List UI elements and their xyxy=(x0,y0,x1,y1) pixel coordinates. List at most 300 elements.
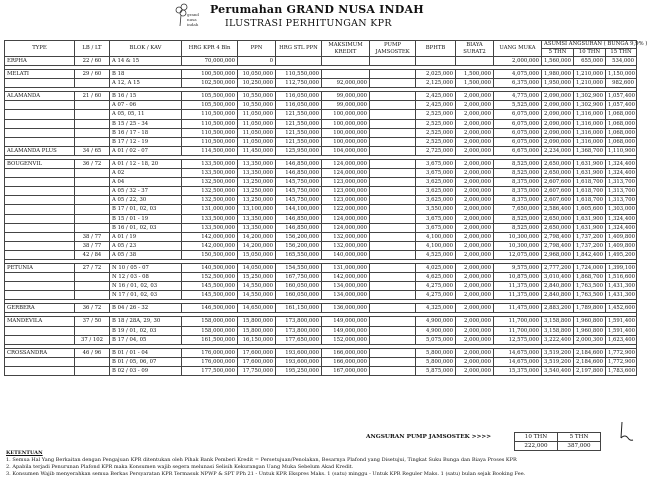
cell-a15: 1,068,000 xyxy=(606,110,637,119)
table-row xyxy=(5,348,637,357)
signature-mark xyxy=(608,420,634,444)
cell-bphtb: 5,800,000 xyxy=(416,357,456,366)
cell-blok: B 15 / 01 - 19 xyxy=(110,214,182,223)
cell-a15: 1,324,400 xyxy=(606,214,637,223)
cell-blok: N 17 / 01, 02, 03 xyxy=(110,291,182,300)
company-logo xyxy=(170,2,200,30)
col-type: TYPE xyxy=(5,41,75,57)
table-row xyxy=(5,291,637,300)
cell-by: 2,000,000 xyxy=(456,187,494,196)
cell-bphtb: 2,425,000 xyxy=(416,101,456,110)
cell-um: 6,075,000 xyxy=(494,119,542,128)
cell-lblt xyxy=(75,223,110,232)
cell-lblt xyxy=(75,178,110,187)
cell-blok: A 04 xyxy=(110,178,182,187)
cell-ppn: 13,250,000 xyxy=(238,178,276,187)
table-row xyxy=(5,57,637,66)
cell-type xyxy=(5,223,75,232)
cell-stl: 145,750,000 xyxy=(276,187,322,196)
table-row xyxy=(5,169,637,178)
cell-bphtb: 2,025,000 xyxy=(416,70,456,79)
cell-by: 2,000,000 xyxy=(456,92,494,101)
cell-by: 2,000,000 xyxy=(456,282,494,291)
table-row xyxy=(5,79,637,88)
cell-mk xyxy=(322,57,370,66)
cell-stl: 146,850,000 xyxy=(276,159,322,168)
cell-mk: 167,000,000 xyxy=(322,366,370,375)
cell-a10: 2,184,600 xyxy=(574,357,606,366)
cell-by: 2,000,000 xyxy=(456,232,494,241)
cell-a15: 1,324,400 xyxy=(606,223,637,232)
cell-mk: 132,000,000 xyxy=(322,241,370,250)
cell-by: 2,000,000 xyxy=(456,137,494,146)
cell-type xyxy=(5,366,75,375)
cell-a15: 1,591,400 xyxy=(606,317,637,326)
cell-blok: B 19 / 01, 02, 03 xyxy=(110,326,182,335)
cell-by: 2,000,000 xyxy=(456,326,494,335)
cell-a10: 1,618,700 xyxy=(574,178,606,187)
cell-a5: 2,234,000 xyxy=(542,146,574,155)
cell-a15: 1,068,000 xyxy=(606,137,637,146)
cell-by: 2,000,000 xyxy=(456,366,494,375)
cell-bphtb: 2,725,000 xyxy=(416,146,456,155)
cell-by: 2,000,000 xyxy=(456,101,494,110)
cell-bphtb: 3,675,000 xyxy=(416,159,456,168)
cell-type xyxy=(5,128,75,137)
cell-by: 2,000,000 xyxy=(456,273,494,282)
cell-stl: 146,850,000 xyxy=(276,214,322,223)
cell-bphtb: 5,875,000 xyxy=(416,366,456,375)
cell-lblt: 38 / 77 xyxy=(75,241,110,250)
cell-a10: 655,000 xyxy=(574,57,606,66)
cell-blok: N 12 / 03 - 08 xyxy=(110,273,182,282)
cell-a15: 1,057,400 xyxy=(606,101,637,110)
cell-lblt xyxy=(75,205,110,214)
cell-mk: 131,000,000 xyxy=(322,263,370,272)
cell-mk: 142,000,000 xyxy=(322,273,370,282)
cell-stl: 116,050,000 xyxy=(276,92,322,101)
cell-ppn: 14,650,000 xyxy=(238,304,276,313)
cell-by: 1,500,000 xyxy=(456,79,494,88)
cell-blok: N 10 / 05 - 07 xyxy=(110,263,182,272)
cell-a10: 1,316,000 xyxy=(574,137,606,146)
cell-by: 2,000,000 xyxy=(456,317,494,326)
cell-bphtb: 2,425,000 xyxy=(416,92,456,101)
cell-mk: 124,000,000 xyxy=(322,169,370,178)
cell-pump xyxy=(370,146,416,155)
cell-um: 10,875,000 xyxy=(494,273,542,282)
cell-a15: 1,303,000 xyxy=(606,205,637,214)
title-name: GRAND NUSA INDAH xyxy=(286,3,424,16)
cell-um: 11,475,000 xyxy=(494,304,542,313)
cell-a10: 1,316,000 xyxy=(574,119,606,128)
cell-type: BOUGENVIL xyxy=(5,159,75,168)
cell-type xyxy=(5,282,75,291)
cell-um: 12,575,000 xyxy=(494,335,542,344)
cell-by: 2,000,000 xyxy=(456,250,494,259)
cell-hrg: 133,500,000 xyxy=(182,169,238,178)
cell-a5: 2,840,800 xyxy=(542,291,574,300)
cell-a10: 1,631,900 xyxy=(574,159,606,168)
table-row xyxy=(5,273,637,282)
cell-a10: 1,368,700 xyxy=(574,146,606,155)
cell-stl: 161,150,000 xyxy=(276,304,322,313)
cell-bphtb: 2,525,000 xyxy=(416,137,456,146)
cell-type: ALAMANDA xyxy=(5,92,75,101)
cell-hrg: 158,000,000 xyxy=(182,317,238,326)
cell-ppn: 17,600,000 xyxy=(238,348,276,357)
cell-pump xyxy=(370,317,416,326)
cell-lblt: 36 / 72 xyxy=(75,159,110,168)
table-row xyxy=(5,92,637,101)
cell-blok: A 12, A 15 xyxy=(110,79,182,88)
cell-mk: 100,000,000 xyxy=(322,128,370,137)
cell-by: 2,000,000 xyxy=(456,196,494,205)
cell-lblt xyxy=(75,214,110,223)
cell-mk: 124,000,000 xyxy=(322,214,370,223)
cell-type xyxy=(5,291,75,300)
cell-hrg: 132,500,000 xyxy=(182,196,238,205)
col-uang-muka: UANG MUKA xyxy=(494,41,542,57)
cell-pump xyxy=(370,159,416,168)
cell-lblt xyxy=(75,128,110,137)
table-row xyxy=(5,223,637,232)
cell-hrg: 142,000,000 xyxy=(182,232,238,241)
cell-hrg: 100,500,000 xyxy=(182,70,238,79)
cell-lblt xyxy=(75,169,110,178)
table-row xyxy=(5,250,637,259)
cell-stl: 160,050,000 xyxy=(276,291,322,300)
cell-lblt: 37 / 50 xyxy=(75,317,110,326)
cell-pump xyxy=(370,101,416,110)
cell-pump xyxy=(370,282,416,291)
cell-lblt: 36 / 72 xyxy=(75,304,110,313)
cell-a15: 1,068,000 xyxy=(606,119,637,128)
cell-ppn: 13,100,000 xyxy=(238,205,276,214)
table-row xyxy=(5,110,637,119)
cell-ppn: 16,150,000 xyxy=(238,335,276,344)
cell-type xyxy=(5,137,75,146)
cell-a10: 1,618,700 xyxy=(574,187,606,196)
cell-stl: 165,550,000 xyxy=(276,250,322,259)
cell-a10: 1,631,900 xyxy=(574,169,606,178)
cell-stl: 195,250,000 xyxy=(276,366,322,375)
cell-pump xyxy=(370,128,416,137)
cell-type xyxy=(5,241,75,250)
cell-mk: 132,000,000 xyxy=(322,232,370,241)
cell-mk: 92,000,000 xyxy=(322,79,370,88)
cell-ppn: 13,350,000 xyxy=(238,223,276,232)
cell-hrg: 132,500,000 xyxy=(182,187,238,196)
cell-ppn: 15,250,000 xyxy=(238,273,276,282)
page-title xyxy=(210,3,424,16)
table-row xyxy=(5,282,637,291)
cell-a10: 1,316,000 xyxy=(574,128,606,137)
cell-type xyxy=(5,178,75,187)
cell-ppn: 13,350,000 xyxy=(238,214,276,223)
cell-a5: 2,968,000 xyxy=(542,250,574,259)
title-prefix: Perumahan xyxy=(210,3,283,16)
cell-by: 1,500,000 xyxy=(456,70,494,79)
cell-um: 6,075,000 xyxy=(494,128,542,137)
cell-lblt xyxy=(75,273,110,282)
cell-hrg: 110,500,000 xyxy=(182,128,238,137)
cell-blok: B 15 / 25 - 34 xyxy=(110,119,182,128)
cell-a10: 1,210,000 xyxy=(574,70,606,79)
cell-a15: 1,409,800 xyxy=(606,241,637,250)
cell-ppn: 14,550,000 xyxy=(238,282,276,291)
pump-arrow: >>>> xyxy=(471,434,492,440)
cell-pump xyxy=(370,250,416,259)
cell-hrg: 105,500,000 xyxy=(182,92,238,101)
cell-blok: A 05 / 38 xyxy=(110,250,182,259)
table-row xyxy=(5,128,637,137)
cell-type xyxy=(5,326,75,335)
table-row xyxy=(5,178,637,187)
cell-type xyxy=(5,214,75,223)
pump-head-5: 5 THN xyxy=(558,433,601,442)
col-5-thn: 5 THN xyxy=(542,49,574,57)
cell-ppn: 11,050,000 xyxy=(238,128,276,137)
cell-a5: 2,090,000 xyxy=(542,137,574,146)
cell-stl xyxy=(276,57,322,66)
cell-blok: A 14 & 15 xyxy=(110,57,182,66)
cell-bphtb: 3,675,000 xyxy=(416,223,456,232)
cell-blok: N 16 / 01, 02, 03 xyxy=(110,282,182,291)
cell-type: MANDEVILA xyxy=(5,317,75,326)
cell-hrg: 105,500,000 xyxy=(182,101,238,110)
cell-blok: B 17 / 01, 02, 03 xyxy=(110,205,182,214)
cell-blok: B 04 / 26 - 32 xyxy=(110,304,182,313)
table-body xyxy=(5,57,637,376)
cell-hrg: 150,500,000 xyxy=(182,250,238,259)
cell-a15: 1,772,900 xyxy=(606,357,637,366)
cell-stl: 156,200,000 xyxy=(276,232,322,241)
cell-um: 6,675,000 xyxy=(494,146,542,155)
cell-mk: 166,000,000 xyxy=(322,357,370,366)
cell-a10: 1,789,800 xyxy=(574,304,606,313)
cell-ppn: 15,800,000 xyxy=(238,317,276,326)
cell-hrg: 177,500,000 xyxy=(182,366,238,375)
col-pump: PUMP JAMSOSTEK xyxy=(370,41,416,57)
cell-a10: 1,960,800 xyxy=(574,326,606,335)
cell-stl: 116,050,000 xyxy=(276,101,322,110)
cell-mk: 124,000,000 xyxy=(322,159,370,168)
cell-a15: 1,068,000 xyxy=(606,128,637,137)
cell-a5: 3,540,400 xyxy=(542,366,574,375)
cell-a10: 1,631,900 xyxy=(574,214,606,223)
cell-bphtb: 4,625,000 xyxy=(416,273,456,282)
cell-type: PETUNIA xyxy=(5,263,75,272)
svg-text:nusa: nusa xyxy=(187,17,197,22)
col-15-thn: 15 THN xyxy=(606,49,637,57)
cell-lblt xyxy=(75,366,110,375)
cell-type xyxy=(5,169,75,178)
cell-bphtb: 2,525,000 xyxy=(416,128,456,137)
cell-a10: 1,868,700 xyxy=(574,273,606,282)
cell-a15: 1,516,600 xyxy=(606,273,637,282)
cell-pump xyxy=(370,178,416,187)
cell-a10: 1,960,800 xyxy=(574,317,606,326)
cell-um: 11,700,000 xyxy=(494,326,542,335)
cell-type xyxy=(5,119,75,128)
cell-stl: 121,550,000 xyxy=(276,128,322,137)
cell-a10: 1,842,400 xyxy=(574,250,606,259)
cell-bphtb: 4,275,000 xyxy=(416,291,456,300)
cell-by: 2,000,000 xyxy=(456,205,494,214)
cell-stl: 173,800,000 xyxy=(276,317,322,326)
cell-um: 10,300,000 xyxy=(494,232,542,241)
cell-um: 8,375,000 xyxy=(494,196,542,205)
cell-lblt: 42 / 84 xyxy=(75,250,110,259)
cell-lblt: 27 / 72 xyxy=(75,263,110,272)
cell-um: 8,525,000 xyxy=(494,214,542,223)
cell-lblt xyxy=(75,291,110,300)
cell-a5: 2,777,200 xyxy=(542,263,574,272)
table-row xyxy=(5,119,637,128)
cell-hrg: 158,000,000 xyxy=(182,326,238,335)
cell-by xyxy=(456,57,494,66)
cell-a10: 1,737,200 xyxy=(574,241,606,250)
cell-a5: 2,650,000 xyxy=(542,159,574,168)
cell-um: 9,575,000 xyxy=(494,263,542,272)
cell-pump xyxy=(370,92,416,101)
cell-lblt: 37 / 102 xyxy=(75,335,110,344)
cell-ppn: 11,050,000 xyxy=(238,137,276,146)
cell-bphtb: 5,800,000 xyxy=(416,348,456,357)
terms-section xyxy=(6,450,606,478)
col-10-thn: 10 THN xyxy=(574,49,606,57)
cell-blok: A 07 - 06 xyxy=(110,101,182,110)
cell-um: 4,075,000 xyxy=(494,70,542,79)
cell-blok: A 02 xyxy=(110,169,182,178)
cell-stl: 154,550,000 xyxy=(276,263,322,272)
table-row xyxy=(5,366,637,375)
cell-um: 7,650,000 xyxy=(494,205,542,214)
table-row xyxy=(5,70,637,79)
cell-a15: 1,431,300 xyxy=(606,282,637,291)
cell-blok: A 05 / 32 - 37 xyxy=(110,187,182,196)
cell-pump xyxy=(370,79,416,88)
cell-a15: 1,452,600 xyxy=(606,304,637,313)
cell-ppn: 15,800,000 xyxy=(238,326,276,335)
cell-type xyxy=(5,110,75,119)
cell-type: MELATI xyxy=(5,70,75,79)
cell-ppn: 11,050,000 xyxy=(238,110,276,119)
cell-um: 5,525,000 xyxy=(494,101,542,110)
cell-bphtb: 2,125,000 xyxy=(416,79,456,88)
cell-a15: 1,623,400 xyxy=(606,335,637,344)
cell-pump xyxy=(370,57,416,66)
cell-a10: 2,184,600 xyxy=(574,348,606,357)
col-max-kredit: MAKSIMUM KREDIT xyxy=(322,41,370,57)
cell-a10: 1,302,900 xyxy=(574,101,606,110)
cell-um: 15,375,000 xyxy=(494,366,542,375)
cell-stl: 144,100,000 xyxy=(276,205,322,214)
cell-a5: 1,560,000 xyxy=(542,57,574,66)
cell-type xyxy=(5,335,75,344)
cell-stl: 173,800,000 xyxy=(276,326,322,335)
cell-ppn: 13,350,000 xyxy=(238,159,276,168)
cell-um: 10,300,000 xyxy=(494,241,542,250)
cell-a5: 2,090,000 xyxy=(542,128,574,137)
cell-type xyxy=(5,101,75,110)
cell-bphtb: 2,525,000 xyxy=(416,110,456,119)
cell-um: 11,700,000 xyxy=(494,317,542,326)
table-row xyxy=(5,326,637,335)
cell-ppn: 10,250,000 xyxy=(238,79,276,88)
term-item: 3. Konsumen Wajib menyerahkan semua Berkas Persyaratan KPR Termasuk NPWP & SPT PPh 21 - Untuk KPR Ekspres Maks. 1 (satu) minggu - Untuk KPR Reguler Maks. 1 (satu) bulan sejak Booking Fee. xyxy=(6,471,526,477)
cell-ppn: 10,550,000 xyxy=(238,92,276,101)
cell-hrg: 146,500,000 xyxy=(182,304,238,313)
cell-lblt xyxy=(75,196,110,205)
svg-text:grand: grand xyxy=(187,12,199,17)
cell-mk: 100,000,000 xyxy=(322,110,370,119)
cell-mk: 99,000,000 xyxy=(322,101,370,110)
cell-a15: 1,313,700 xyxy=(606,196,637,205)
cell-blok: B 16 / 17 - 18 xyxy=(110,128,182,137)
cell-by: 2,000,000 xyxy=(456,357,494,366)
logo-icon xyxy=(170,2,200,30)
cell-ppn: 10,050,000 xyxy=(238,70,276,79)
table-row xyxy=(5,205,637,214)
table-row xyxy=(5,214,637,223)
cell-mk: 134,000,000 xyxy=(322,282,370,291)
cell-stl: 193,600,000 xyxy=(276,348,322,357)
page-subtitle: ILUSTRASI PERHITUNGAN KPR xyxy=(225,18,392,29)
cell-type xyxy=(5,357,75,366)
cell-stl: 156,200,000 xyxy=(276,241,322,250)
cell-hrg: 142,000,000 xyxy=(182,241,238,250)
cell-bphtb: 4,525,000 xyxy=(416,250,456,259)
cell-by: 2,000,000 xyxy=(456,214,494,223)
cell-pump xyxy=(370,119,416,128)
cell-blok: B 18 / 28A, 29, 30 xyxy=(110,317,182,326)
cell-lblt: 38 / 77 xyxy=(75,232,110,241)
cell-blok: B 17 / 04, 05 xyxy=(110,335,182,344)
cell-type: ERPHA xyxy=(5,57,75,66)
cell-ppn: 14,200,000 xyxy=(238,232,276,241)
cell-pump xyxy=(370,366,416,375)
cell-a5: 3,222,400 xyxy=(542,335,574,344)
cell-stl: 110,550,000 xyxy=(276,70,322,79)
cell-mk: 152,000,000 xyxy=(322,335,370,344)
table-row xyxy=(5,357,637,366)
cell-a5: 2,090,000 xyxy=(542,92,574,101)
table-row xyxy=(5,159,637,168)
cell-a15: 1,324,400 xyxy=(606,169,637,178)
cell-by: 2,000,000 xyxy=(456,146,494,155)
cell-by: 2,000,000 xyxy=(456,128,494,137)
cell-a5: 3,158,800 xyxy=(542,317,574,326)
cell-a10: 1,763,500 xyxy=(574,291,606,300)
svg-text:indah: indah xyxy=(187,22,199,27)
cell-a15: 1,772,900 xyxy=(606,348,637,357)
cell-blok: A 05 / 22, 30 xyxy=(110,196,182,205)
cell-ppn: 14,200,000 xyxy=(238,241,276,250)
cell-ppn: 13,250,000 xyxy=(238,196,276,205)
pump-summary xyxy=(4,432,636,452)
cell-a5: 3,010,400 xyxy=(542,273,574,282)
cell-mk: 140,000,000 xyxy=(322,250,370,259)
table-header-row xyxy=(5,41,637,49)
cell-um: 8,375,000 xyxy=(494,187,542,196)
col-bphtb: BPHTB xyxy=(416,41,456,57)
cell-pump xyxy=(370,232,416,241)
cell-hrg: 114,500,000 xyxy=(182,146,238,155)
cell-by: 2,000,000 xyxy=(456,348,494,357)
cell-blok: A 05 / 23 xyxy=(110,241,182,250)
